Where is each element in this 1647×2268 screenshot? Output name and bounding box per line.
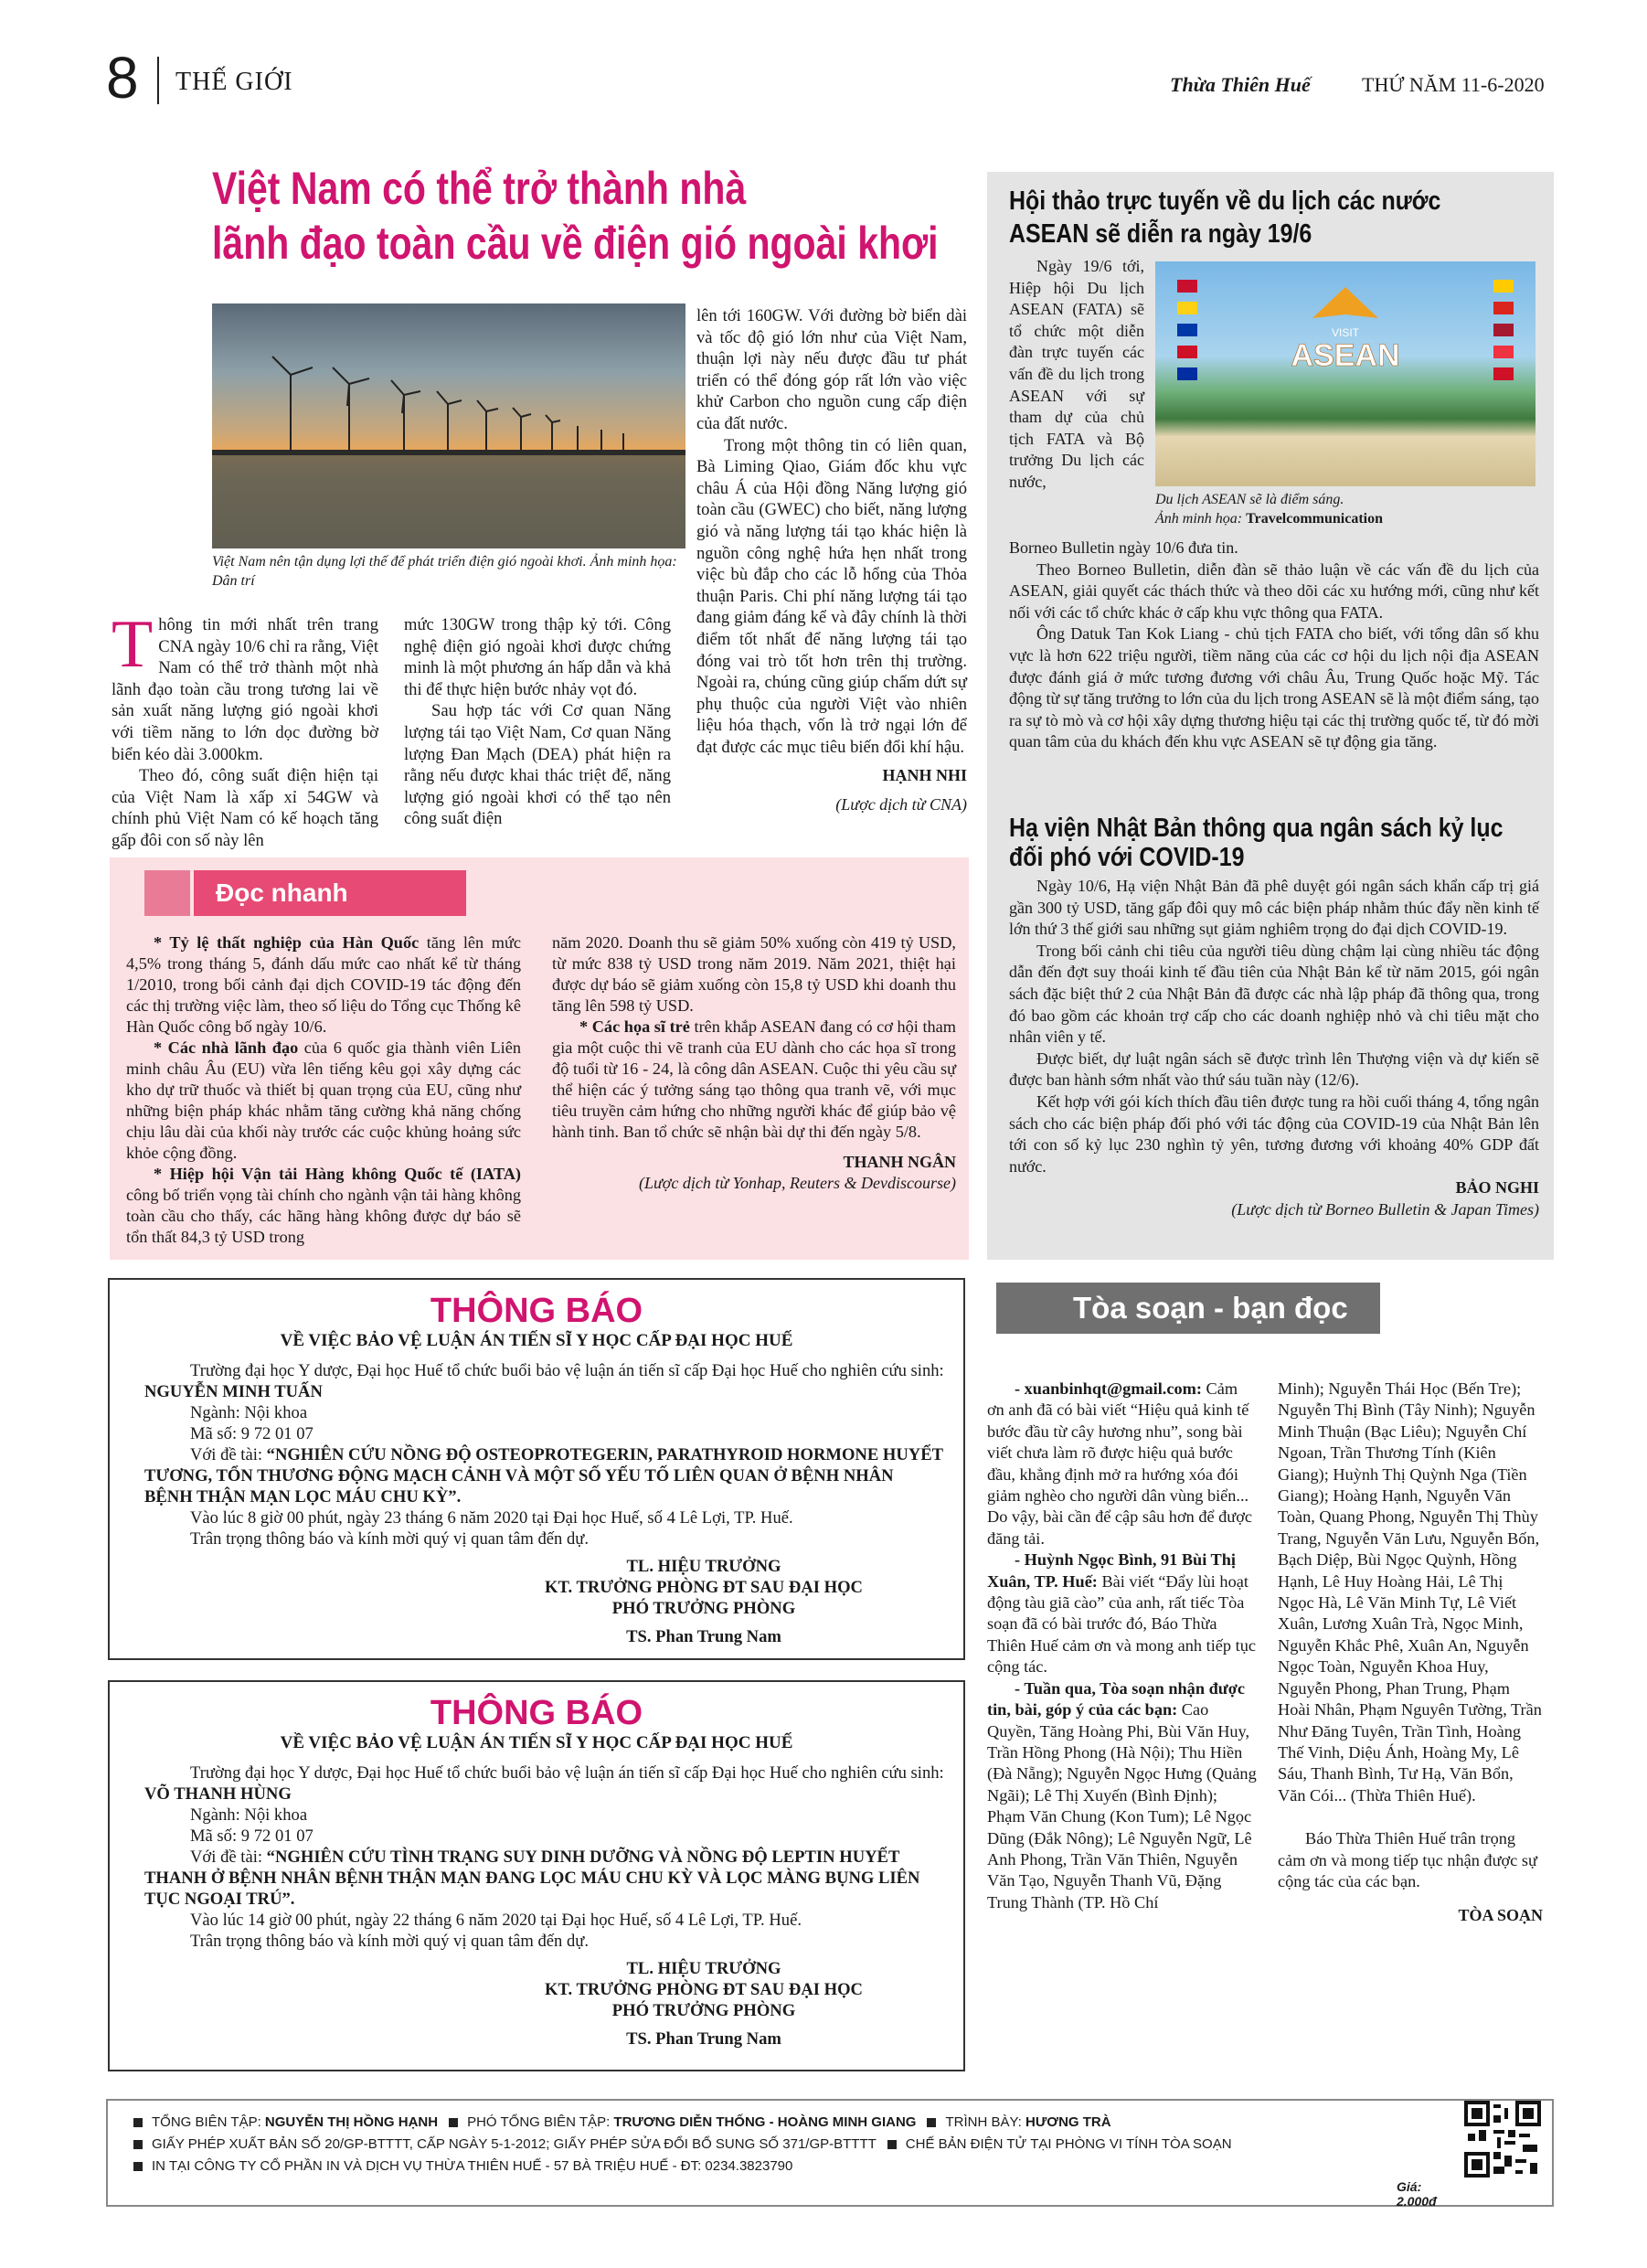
logo-visit-text: VISIT — [1331, 326, 1360, 339]
asean-credit-label: Ảnh minh họa: — [1155, 511, 1243, 527]
main-col2-text: mức 130GW trong thập kỷ tới. Công nghệ điện gió ngoài khơi được chứng minh là một phương án hấp dẫn và khả thi để thực hiện bước nhảy vọt đó. — [404, 615, 671, 699]
qr-item3-text: công bố triển vọng tài chính cho ngành vận tải hàng không toàn cầu cho thấy, các hãng hàng không được dự báo sẽ tổn thất 84,3 tỷ USD trong — [126, 1186, 521, 1246]
qr-item3-title: * Hiệp hội Vận tải Hàng không Quốc tế (IATA) — [154, 1165, 521, 1183]
main-col3 — [696, 305, 967, 816]
notice2-sig3: PHÓ TRƯỞNG PHÒNG — [611, 2001, 796, 2020]
qr-col2-text: năm 2020. Doanh thu sẽ giảm 50% xuống còn 419 tỷ USD, từ mức 838 tỷ USD trong năm 2019. Năm 2021, thiệt hại được dự báo sẽ giảm xuống còn 15,8 tỷ USD khi doanh thu tăng lên 598 tỷ USD. — [552, 933, 956, 1015]
readers-label: Tòa soạn - bạn đọc — [996, 1283, 1380, 1334]
main-col2-p2: Sau hợp tác với Cơ quan Năng lượng tái tạo Việt Nam, Cơ quan Năng lượng Đan Mạch (DEA) phát hiện ra rằng nếu được khai thác triệt để, năng lượng gió ngoài khơi có thể tạo nên công suất điện — [404, 701, 671, 829]
paper-name: Thừa Thiên Huế — [1170, 73, 1311, 96]
reader2-name: - Huỳnh Ngọc Bình, 91 Bùi Thị Xuân, TP. Huế: — [987, 1550, 1236, 1591]
asean-p3: Ông Datuk Tan Kok Liang - chủ tịch FATA cho biết, với tổng dân số khu vực là hơn 622 triệu người, tiềm năng của các cơ hội du lịch nội địa ASEAN được đánh giá ở mức tương đương với châu Âu, Trung Quốc hoặc Mỹ. Tác động từ sự tăng trưởng to lớn của du lịch trong ASEAN sẽ là một điểm sáng, tạo ra sự tò mò và cơ hội xây dựng thương hiệu tại các thị trường quốc tế, từ đó mời quan tâm của du khách đến khu vực ASEAN sẽ tự động gia tăng. — [1009, 624, 1539, 751]
asean-photo — [1155, 261, 1535, 486]
readers-sign: TÒA SOẠN — [1458, 1906, 1543, 1925]
notice1-signature — [457, 1556, 951, 1647]
japan-body — [1009, 876, 1539, 1221]
price: Giá: 2.000đ — [1397, 2179, 1437, 2209]
qr-item4-title: * Các họa sĩ trẻ — [579, 1017, 690, 1036]
notice2-topic-label: Với đề tài: — [190, 1847, 267, 1867]
main-source: (Lược dịch từ CNA) — [835, 795, 967, 815]
qr-author: THANH NGÂN — [843, 1153, 956, 1171]
notice1-sig3: PHÓ TRƯỞNG PHÒNG — [611, 1599, 796, 1618]
main-headline-line1: Việt Nam có thể trở thành nhà — [212, 163, 747, 214]
footer-editor: NGUYỄN THỊ HỒNG HẠNH — [264, 2114, 439, 2130]
japan-source: (Lược dịch từ Borneo Bulletin & Japan Times) — [1231, 1199, 1539, 1219]
readers-col2 — [1278, 1379, 1543, 1927]
footer-license: GIẤY PHÉP XUẤT BẢN SỐ 20/GP-BTTTT, CẤP NGÀY 5-1-2012; GIẤY PHÉP SỬA ĐỔI BỔ SUNG SỐ 371/GP-BTTTT — [152, 2136, 877, 2152]
qr-item2-text: của 6 quốc gia thành viên Liên minh châu Âu (EU) vừa lên tiếng kêu gọi xây dựng các kho dự trữ thuốc và thiết bị quan trọng của EU, cũng như những biện pháp khác nhằm tăng cường khả năng chống chịu lâu dài của khối này trước các cuộc khủng hoảng sức khỏe cộng đồng. — [126, 1038, 522, 1162]
footer-layout: HƯƠNG TRÀ — [1025, 2114, 1111, 2130]
notice2-body — [110, 1753, 963, 1952]
main-col3-p2: Trong một thông tin có liên quan, Bà Liming Qiao, Giám đốc khu vực châu Á của Hội đồng Năng lượng gió toàn cầu (GWEC) cho biết, năng lượng gió và năng lượng tái tạo khác hiện là nguồn công nghệ hứa hẹn nhất trong việc bù đắp cho các lỗ hổng của Thỏa thuận Paris. Chi phí năng lượng tái tạo đang giảm đáng kể và đây chính là thời điểm tốt nhất để năng lượng tái tạo đóng vai trò tốt hơn trên thị trường. Ngoài ra, chúng cũng giúp chấm dứt sự phụ thuộc của người Việt vào nhiên liệu hóa thạch, vốn là trở ngại lớn để đạt được các mục tiêu biến đổi khí hậu. — [696, 435, 967, 757]
qr-source: (Lược dịch từ Yonhap, Reuters & Devdiscourse) — [638, 1174, 956, 1192]
japan-author: BẢO NGHI — [1455, 1178, 1539, 1198]
notice2-sig1: TL. HIỆU TRƯỞNG — [626, 1959, 781, 1978]
notice1-subtitle: VỀ VIỆC BẢO VỆ LUẬN ÁN TIẾN SĨ Y HỌC CẤP ĐẠI HỌC HUẾ — [280, 1331, 793, 1350]
qr-item2-title: * Các nhà lãnh đạo — [154, 1038, 299, 1057]
qr-item4-text: trên khắp ASEAN đang có cơ hội tham gia một cuộc thi vẽ tranh của EU dành cho các họa sĩ trong độ tuổi từ 16 - 24, là công dân ASEAN. Cuộc thi yêu cầu sự thể hiện các ý tưởng sáng tạo thông qua tranh vẽ, với mục tiêu truyền cảm hứng cho những người khác để giúp bảo vệ hành tinh. Ban tổ chức sẽ nhận bài dự thi đến ngày 5/8. — [552, 1017, 957, 1141]
notice1-body — [110, 1351, 963, 1549]
notice2-name: VÕ THANH HÙNG — [144, 1784, 292, 1804]
main-author: HẠNH NHI — [882, 766, 967, 785]
asean-flags-illustration — [1155, 261, 1535, 486]
quick-read-col2 — [552, 932, 956, 1194]
notice1-code: Mã số: 9 72 01 07 — [190, 1424, 313, 1443]
reader1-name: - xuanbinhqt@gmail.com: — [1015, 1379, 1202, 1398]
notice2-topic: “NGHIÊN CỨU TÌNH TRẠNG SUY DINH DƯỠNG VÀ NỒNG ĐỘ LEPTIN HUYẾT THANH Ở BỆNH NHÂN BỆNH THẬN MẠN ĐANG LỌC MÁU CHU KỲ VÀ LỌC MÀNG BỤNG LIÊN TỤC NGOẠI TRÚ”. — [144, 1847, 920, 1909]
notice1-sig2: KT. TRƯỞNG PHÒNG ĐT SAU ĐẠI HỌC — [545, 1578, 863, 1597]
notice-box-1 — [108, 1278, 965, 1660]
notice1-topic-label: Với đề tài: — [190, 1445, 267, 1464]
notice2-intro: Trường đại học Y dược, Đại học Huế tổ chức buổi bảo vệ luận án tiến sĩ cấp Đại học Huế cho nghiên cứu sinh: — [190, 1763, 944, 1783]
main-col1-p2: Theo đó, công suất điện hiện tại của Việt Nam là xấp xỉ 54GW và chính phủ Việt Nam có kế hoạch tăng gấp đôi con số này lên — [112, 766, 378, 850]
asean-p2: Theo Borneo Bulletin, diễn đàn sẽ thảo luận về các vấn đề du lịch của ASEAN, giải quyết các thách thức và theo dõi các xu hướng mới, cũng như kết nối với các tổ chức khác ở cấp khu vực thông qua FATA. — [1009, 559, 1539, 622]
reader1-text: Cảm ơn anh đã có bài viết “Hiệu quả kinh tế bước đầu từ cây hương nhu”, song bài viết chưa làm rõ được hiệu quả bước đầu, khẳng định mở ra hướng xóa đói giảm nghèo cho người dân vùng biển... Do vậy, bài cần để cập sâu hơn để được đăng tải. — [987, 1379, 1252, 1548]
notice2-major: Ngành: Nội khoa — [190, 1805, 308, 1825]
reader3-text: Cao Quyền, Tăng Hoàng Phi, Bùi Văn Huy, Trần Hồng Phong (Hà Nội); Thu Hiền (Đà Nẵng); Nguyễn Ngọc Hưng (Quảng Ngãi); Lê Thị Xuyến (Bình Định); Phạm Văn Chung (Kon Tum); Lê Ngọc Dũng (Đắk Nông); Lê Nguyễn Ngữ, Lê Anh Phong, Trần Văn Thiên, Nguyễn Văn Tạo, Nguyễn Thanh Vũ, Đặng Trung Thành (TP. Hồ Chí — [987, 1700, 1257, 1911]
asean-body — [1009, 538, 1539, 753]
footer-bullet — [887, 2140, 897, 2149]
logo-asean-text: ASEAN — [1291, 338, 1400, 373]
asean-p1-narrow — [1009, 256, 1144, 494]
japan-p3: Được biết, dự luật ngân sách sẽ được trình lên Thượng viện và dự kiến sẽ được ban hành sớm nhất vào thứ sáu tuần này (12/6). — [1009, 1049, 1539, 1090]
asean-headline — [1009, 185, 1440, 250]
notice2-sig4: TS. Phan Trung Nam — [626, 2029, 781, 2049]
readers-closing: Báo Thừa Thiên Huế trân trọng cảm ơn và mong tiếp tục nhận được sự cộng tác của các bạn. — [1278, 1829, 1537, 1890]
qr-code-icon — [1464, 2101, 1541, 2177]
notice1-invite: Trân trọng thông báo và kính mời quý vị quan tâm đến dự. — [190, 1529, 589, 1549]
main-col3-text: lên tới 160GW. Với đường bờ biển dài và tốc độ gió lớn như của Việt Nam, thuận lợi này nếu được đầu tư phát triển có thể đóng góp rất lớn vào việc khử Carbon cho nguồn cung cấp điện của đất nước. — [696, 306, 967, 433]
main-col1-text: hông tin mới nhất trên trang CNA ngày 10/6 chỉ ra rằng, Việt Nam có thể trở thành một nhà lãnh đạo toàn cầu trong tương lai về sản xuất năng lượng gió ngoài khơi với tiềm năng to lớn dọc đường bờ biển kéo dài 3.000km. — [112, 615, 378, 764]
notice1-major: Ngành: Nội khoa — [190, 1403, 308, 1422]
quick-read-col1 — [126, 932, 521, 1248]
main-headline-line2: lãnh đạo toàn cầu về điện gió ngoài khơi — [212, 218, 939, 269]
readers-col2-text: Minh); Nguyễn Thái Học (Bến Tre); Nguyễn Thị Bình (Tây Ninh); Nguyễn Minh Thuận (Bạc Liêu); Nguyễn Chí Ngoan, Trần Thương Tính (Kiên Giang); Huỳnh Thị Quỳnh Nga (Tiền Giang); Hoàng Hạnh, Nguyễn Văn Toàn, Quang Phong, Nguyễn Thị Thùy Trang, Nguyễn Văn Lưu, Nguyễn Bốn, Bạch Diệp, Bùi Ngọc Quỳnh, Hồng Hạnh, Lê Huy Hoàng Hải, Lê Thị Ngọc Hà, Lê Văn Minh Tự, Lê Viết Xuân, Lương Xuân Trà, Ngọc Minh, Nguyễn Khắc Phê, Xuân An, Nguyễn Ngọc Toàn, Nguyễn Khoa Huy, Nguyễn Phong, Phan Trung, Phạm Hoài Nhân, Phạm Nguyên Tường, Trần Như Đăng Tuyên, Trần Tình, Hoàng Thế Vinh, Diệu Ánh, Hoàng My, Lê Sáu, Thanh Bình, Tư Hạ, Văn Bổn, Văn Cói... (Thừa Thiên Huế). — [1278, 1379, 1542, 1805]
notice2-subtitle: VỀ VIỆC BẢO VỆ LUẬN ÁN TIẾN SĨ Y HỌC CẤP ĐẠI HỌC HUẾ — [280, 1733, 793, 1752]
footer-deputy: TRƯƠNG DIỄN THỐNG - HOÀNG MINH GIANG — [613, 2114, 917, 2130]
notice1-intro: Trường đại học Y dược, Đại học Huế tổ chức buổi bảo vệ luận án tiến sĩ cấp Đại học Huế cho nghiên cứu sinh: — [190, 1361, 944, 1380]
notice2-sig2: KT. TRƯỞNG PHÒNG ĐT SAU ĐẠI HỌC — [545, 1980, 863, 1999]
notice-box-2 — [108, 1680, 965, 2071]
reader2-text: Bài viết “Đẩy lùi hoạt động tàu giã cào” của anh, rất tiếc Tòa soạn đã có bài trước đó, Báo Thừa Thiên Huế cảm ơn và mong anh tiếp tục cộng tác. — [987, 1571, 1256, 1677]
japan-p1: Ngày 10/6, Hạ viện Nhật Bản đã phê duyệt gói ngân sách khẩn cấp trị giá gần 300 tỷ USD, tăng gấp đôi quy mô các biện pháp nhằm thúc đẩy nền kinh tế lớn thứ 3 thế giới sau những sụt giảm nghiêm trọng do đại dịch COVID-19. — [1009, 877, 1539, 939]
footer-bullet — [449, 2118, 458, 2127]
japan-headline-line1: Hạ viện Nhật Bản thông qua ngân sách kỷ lục — [1009, 814, 1504, 843]
main-col1 — [112, 607, 378, 852]
reader3-name: - Tuần qua, Tòa soạn nhận được tin, bài, góp ý của các bạn: — [987, 1678, 1245, 1720]
footer-deputy-label: PHÓ TỔNG BIÊN TẬP: — [467, 2114, 614, 2130]
main-col2 — [404, 614, 671, 830]
section-title: THẾ GIỚI — [175, 68, 293, 96]
notice1-topic: “NGHIÊN CỨU NỒNG ĐỘ OSTEOPROTEGERIN, PARATHYROID HORMONE HUYẾT TƯƠNG, TỔN THƯƠNG ĐỘNG MẠCH CẢNH VÀ MỘT SỐ YẾU TỐ LIÊN QUAN Ở BỆNH NHÂN BỆNH THẬN MẠN LỌC MÁU CHU KỲ”. — [144, 1445, 943, 1507]
qr-item1-text: tăng lên mức 4,5% trong tháng 5, đánh dấu mức cao nhất kể từ tháng 1/2010, trong bối cảnh đại dịch COVID-19 tác động đến các thị trường việc làm, theo số liệu do Tổng cục Thống kê Hàn Quốc công bố ngày 10/6. — [126, 933, 521, 1036]
japan-headline-line2: đối phó với COVID-19 — [1009, 843, 1245, 872]
footer-typesetting: CHẾ BẢN ĐIỆN TỬ TẠI PHÒNG VI TÍNH TÒA SOẠN — [905, 2136, 1232, 2152]
asean-p1-text: Ngày 19/6 tới, Hiệp hội Du lịch ASEAN (FATA) sẽ tổ chức một diễn đàn trực tuyến các vấn đề du lịch trong ASEAN với sự tham dự của chủ tịch FATA và Bộ trưởng Du lịch các nước, — [1009, 257, 1144, 491]
notice2-time: Vào lúc 14 giờ 00 phút, ngày 22 tháng 6 năm 2020 tại Đại học Huế, số 4 Lê Lợi, TP. Huế. — [190, 1911, 802, 1930]
notice1-sig4: TS. Phan Trung Nam — [626, 1627, 781, 1646]
quick-read-label-accent — [144, 870, 190, 916]
main-photo-caption: Việt Nam nên tận dụng lợi thế để phát triển điện gió ngoài khơi. Ảnh minh họa: Dân trí — [212, 554, 677, 589]
notice2-code: Mã số: 9 72 01 07 — [190, 1826, 313, 1846]
asean-p1-rest: Borneo Bulletin ngày 10/6 đưa tin. — [1009, 538, 1238, 557]
footer — [106, 2099, 1554, 2207]
footer-bullet — [133, 2118, 143, 2127]
footer-printer: IN TẠI CÔNG TY CỔ PHẦN IN VÀ DỊCH VỤ THỪA THIÊN HUẾ - 57 BÀ TRIỆU HUẾ - ĐT: 0234.3823790 — [152, 2158, 793, 2174]
readers-col1 — [987, 1379, 1258, 1913]
notice1-time: Vào lúc 8 giờ 00 phút, ngày 23 tháng 6 năm 2020 tại Đại học Huế, số 4 Lê Lợi, TP. Huế. — [190, 1508, 793, 1528]
footer-layout-label: TRÌNH BÀY: — [945, 2114, 1025, 2130]
issue-date: THỨ NĂM 11-6-2020 — [1362, 73, 1545, 96]
header-divider — [157, 57, 159, 104]
asean-caption-text: Du lịch ASEAN sẽ là điểm sáng. — [1155, 492, 1344, 507]
drop-cap: T — [112, 607, 154, 682]
footer-bullet — [927, 2118, 936, 2127]
asean-headline-line1: Hội thảo trực tuyến về du lịch các nước — [1009, 186, 1441, 216]
wind-turbines-illustration — [212, 303, 685, 548]
japan-p4: Kết hợp với gói kích thích đầu tiên được tung ra hồi cuối tháng 4, tổng ngân sách cho các biện pháp đối phó với tác động của COVID-19 của Nhật Bản lên tới con số kỷ lục 230 nghìn tỷ yên, tương đương với khoảng 40% GDP đất nước. — [1009, 1091, 1539, 1176]
notice2-signature — [457, 1958, 951, 2050]
footer-editor-label: TỔNG BIÊN TẬP: — [152, 2114, 265, 2130]
asean-photo-caption — [1155, 490, 1535, 528]
main-headline — [212, 161, 939, 271]
qr-item1-title: * Tỷ lệ thất nghiệp của Hàn Quốc — [154, 933, 420, 952]
footer-bullet — [133, 2140, 143, 2149]
asean-headline-line2: ASEAN sẽ diễn ra ngày 19/6 — [1009, 219, 1312, 249]
footer-bullet — [133, 2162, 143, 2171]
quick-read-label: Đọc nhanh — [194, 870, 466, 916]
wind-farm-photo — [212, 303, 685, 548]
page-number: 8 — [106, 45, 139, 111]
notice2-title: THÔNG BÁO — [430, 1694, 643, 1732]
notice2-invite: Trân trọng thông báo và kính mời quý vị quan tâm đến dự. — [190, 1932, 589, 1951]
notice1-sig1: TL. HIỆU TRƯỞNG — [626, 1557, 781, 1576]
footer-lines — [108, 2101, 1552, 2177]
asean-credit: Travelcommunication — [1246, 511, 1384, 527]
japan-headline — [1009, 812, 1503, 874]
japan-p2: Trong bối cảnh chi tiêu của người tiêu dùng chậm lại cùng nhiều tác động dẫn đến đợt suy thoái kinh tế đầu tiên của Nhật Bản kể từ năm 2015, gói ngân sách đặc biệt thứ 2 của Nhật Bản đã được các nhà lập pháp đã thông qua, trong đó bao gồm các khoản trợ cấp cho các doanh nghiệp nhỏ và chi tiêu mặt cho nhân viên y tế. — [1009, 941, 1539, 1047]
notice1-title: THÔNG BÁO — [430, 1292, 643, 1330]
notice1-name: NGUYỄN MINH TUẤN — [144, 1382, 323, 1401]
